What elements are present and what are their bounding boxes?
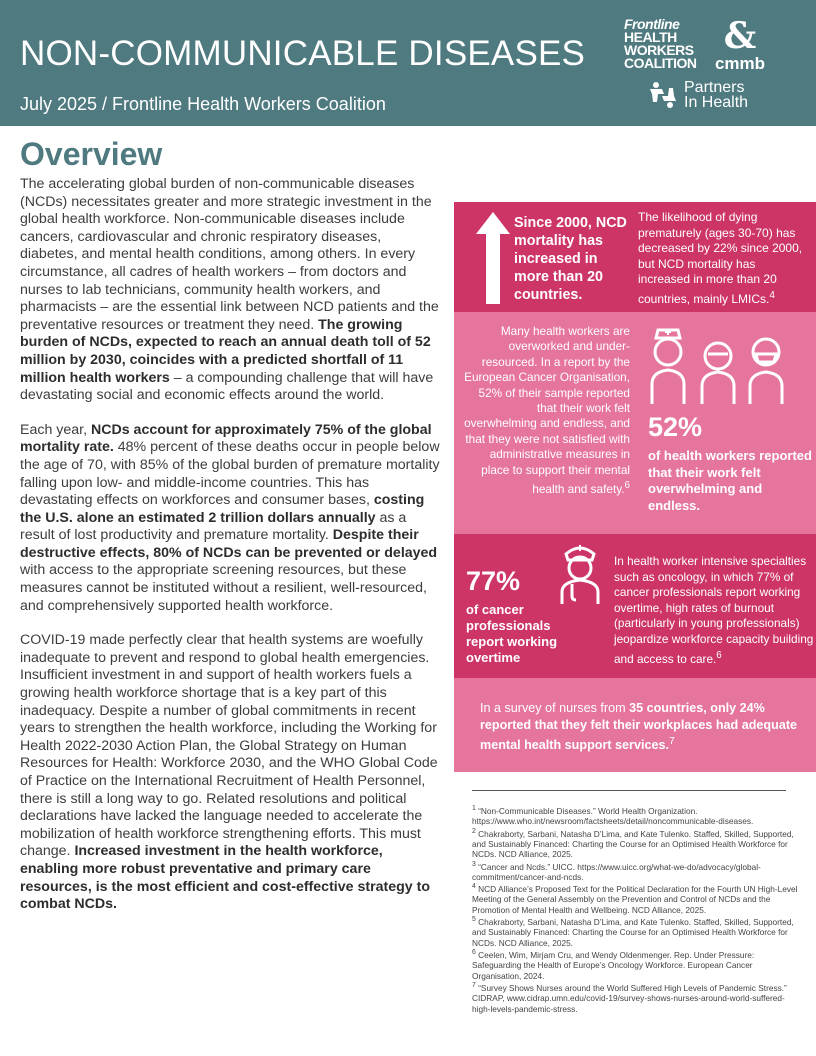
cancer-professionals-stat: 77%: [466, 566, 521, 596]
footnote: $^1$ “Non-Communicable Diseases.” World Health Organization. https://www.who.int/newsroom/factsheets/detail/noncommunicable-diseases.: [472, 805, 754, 827]
health-workers-detail: Many health workers are overworked and under-resourced. In a report by the European Cancer Organisation, 52% of their sample reported that their work felt overwhelming and endless, and that they were not satisfied with administrative measures in place to support their mental health and safety.$^6$: [464, 324, 630, 496]
overview-body: [20, 176, 440, 931]
cancer-professionals-detail: In health worker intensive specialties such as oncology, in which 77% of cancer professionals report working overtime, high rates of burnout (particularly in young professionals) jeopardize workforce capacity building and access to care.$^6$: [614, 554, 814, 666]
nurse-icon: [552, 540, 608, 606]
stat-box-ncd-mortality: [454, 202, 816, 312]
up-arrow-icon: [476, 212, 510, 304]
overview-paragraph-3: COVID-19 made perfectly clear that health systems are woefully inadequate to prevent and respond to global health emergencies. Insufficient investment in and support of health workers fuels a growing health workforce shortage that is a key part of this inadequacy. Despite a number of global commitments in recent years to strengthen the health workforce, including the Working for Health 2022-2030 Action Plan, the Global Strategy on Human Resources for Health: Workforce 2030, and the WHO Global Code of Practice on the International Recruitment of Health Personnel, there is still a long way to go. Related resolutions and political declarations have lacked the language needed to accelerate the mobilization of health workforce strengthening efforts. This must change. Increased investment in the health workforce, enabling more robust preventative and primary care resources, is the most efficient and cost-effective strategy to combat NCDs.: [20, 632, 438, 913]
cancer-professionals-stat-label: of cancer professionals report working overtime: [466, 602, 558, 665]
stat-box-health-workers: [454, 312, 816, 534]
footnotes-divider: [472, 790, 786, 791]
footnote: $^4$ NCD Alliance’s Proposed Text for the Political Declaration for the Fourth UN High-Level Meeting of the General Assembly on the Prevention and Control of NCDs and the Promotion of Mental Health and Wellbeing. NCD Alliance, 2025.: [472, 883, 798, 915]
overview-paragraph-2: Each year, NCDs account for approximately 75% of the global mortality rate. 48% percent of these deaths occur in people below the age of 70, with 85% of the global burden of premature mortality falling upon low- and middle-income countries. This has devastating effects on workforces and consumer bases, costing the U.S. alone an estimated 2 trillion dollars annually as a result of lost productivity and premature mortality. Despite their destructive effects, 80% of NCDs can be prevented or delayed with access to the appropriate screening resources, but these measures cannot be instituted without a resilient, well-resourced, and comprehensively supported health workforce.: [20, 421, 440, 614]
footnote: $^3$ “Cancer and Ncds.” UICC. https://www.uicc.org/what-we-do/advocacy/global-commitment/cancer-and-ncds.: [472, 860, 761, 882]
stat-box-nurses-survey: [454, 678, 816, 772]
health-workers-stat: 52%: [648, 412, 703, 442]
footnote: $^7$ “Survey Shows Nurses around the World Suffered High Levels of Pandemic Stress.” CIDRAP, www.cidrap.umn.edu/covid-19/survey-shows-nurses-around-world-suffered-high-levels-pandemic-stress.: [472, 982, 787, 1014]
nurses-survey-text: In a survey of nurses from 35 countries, only 24% reported that they felt their workplaces had adequate mental health support services.$^7$: [480, 701, 798, 753]
ampersand-icon: &: [723, 15, 757, 57]
footnote: $^6$ Ceelen, Wim, Mirjam Cru, and Wendy Oldenmenger. Rep. Under Pressure: Safeguarding the Health of Europe’s Oncology Workforce. European Cancer Organisation, 2024.: [472, 949, 755, 981]
stat-box-cancer-professionals: [454, 534, 816, 678]
health-workers-stat-label: of health workers reported that their work felt overwhelming and endless.: [648, 448, 812, 513]
header-banner: [0, 0, 816, 126]
footnotes: [472, 804, 802, 1014]
health-workers-icon: [640, 326, 800, 406]
page-title: NON-COMMUNICABLE DISEASES: [20, 34, 586, 73]
ncd-mortality-detail: The likelihood of dying prematurely (ages 30-70) has decreased by 22% since 2000, but NCD mortality has increased in more than 20 countries, mainly LMICs.$^4$: [638, 210, 803, 306]
overview-heading: Overview: [20, 136, 163, 172]
overview-paragraph-1: The accelerating global burden of non-communicable diseases (NCDs) necessitates greater and more strategic investment in the global health workforce. Non-communicable diseases include cancers, cardiovascular and chronic respiratory diseases, diabetes, and mental health conditions, among others. In every circumstance, all cadres of health workers – from doctors and nurses to lab technicians, community health workers, and pharmacists – are the essential link between NCD patients and the preventative resources or treatment they need. The growing burden of NCDs, expected to reach an annual death toll of 52 million by 2030, coincides with a predicted shortfall of 11 million health workers – a compounding challenge that will have devastating social and economic effects around the world.: [20, 176, 439, 404]
footnote: $^2$ Chakraborty, Sarbani, Natasha D’Lima, and Kate Tulenko. Staffed, Skilled, Supported, and Sustainably Financed: Charting the Course for an Optimised Health Workforce for NCDs. NCD Alliance, 2025.: [472, 827, 794, 860]
pih-emblem-icon: [648, 80, 678, 110]
partners-in-health-logo: Partners In Health: [648, 80, 748, 110]
cmmb-logo: & cmmb: [710, 16, 770, 76]
page-subtitle: July 2025 / Frontline Health Workers Coalition: [20, 94, 386, 114]
ncd-mortality-headline: Since 2000, NCD mortality has increased in more than 20 countries.: [514, 215, 627, 303]
fhwc-logo: Frontline HEALTH WORKERS COALITION: [624, 16, 697, 71]
footnote: $^5$ Chakraborty, Sarbani, Natasha D’Lima, and Kate Tulenko. Staffed, Skilled, Supported, and Sustainably Financed: Charting the Course for an Optimised Health Workforce for NCDs. NCD Alliance, 2025.: [472, 916, 794, 948]
